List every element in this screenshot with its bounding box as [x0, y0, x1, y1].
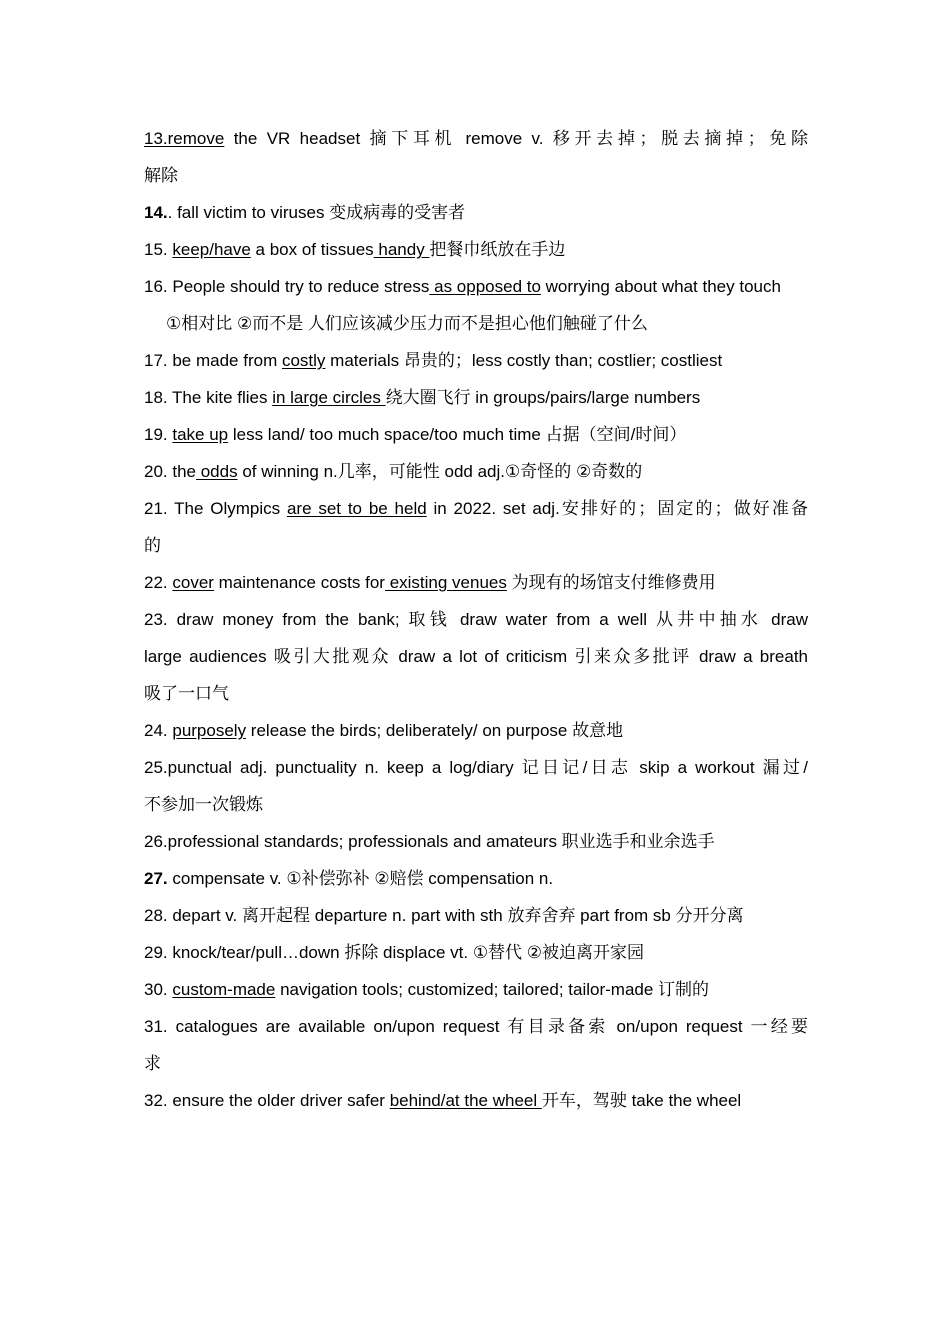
note-line: [144, 786, 808, 823]
underlined-phrase: costly: [281, 351, 326, 370]
text-run: . fall victim to viruses 变成病毒的受害者: [167, 203, 466, 222]
note-line: [144, 675, 808, 712]
text-run: 吸了一口气: [144, 684, 229, 703]
note-line: [144, 934, 808, 971]
note-line: [144, 712, 808, 749]
text-run: 18. The kite flies: [144, 388, 273, 407]
underlined-phrase: odds: [196, 462, 238, 481]
note-line: [144, 823, 808, 860]
underlined-phrase: are set to be held: [286, 499, 427, 518]
underlined-phrase: keep/have: [172, 240, 251, 259]
text-run: worrying about what they touch: [540, 277, 781, 296]
text-run: 20. the: [144, 462, 196, 481]
text-run: less land/ too much space/too much time 占据（空间/时间）: [228, 425, 687, 444]
text-run: 25.punctual adj. punctuality n. keep a log/diary 记日记/日志 skip a workout 漏过/: [144, 758, 808, 777]
text-run: 开车，驾驶 take the wheel: [541, 1091, 742, 1110]
text-run: 16. People should try to reduce stress: [144, 277, 430, 296]
note-line: [144, 194, 808, 231]
note-line: [144, 490, 808, 527]
item-number: 27.: [144, 869, 168, 888]
text-run: compensate v. ①补偿弥补 ②赔偿 compensation n.: [167, 869, 554, 888]
underlined-phrase: behind/at the wheel: [389, 1091, 542, 1110]
underlined-phrase: cover: [172, 573, 214, 592]
note-line: [144, 749, 808, 786]
text-run: 32. ensure the older driver safer: [144, 1091, 390, 1110]
text-run: maintenance costs for: [213, 573, 385, 592]
text-run: 17. be made from: [144, 351, 282, 370]
note-line: [144, 379, 808, 416]
note-line: [144, 564, 808, 601]
note-line: [144, 453, 808, 490]
note-line: [144, 416, 808, 453]
text-run: 29. knock/tear/pull…down 拆除 displace vt. ①替代 ②被迫离开家园: [144, 943, 645, 962]
text-run: 不参加一次锻炼: [144, 795, 263, 814]
text-run: 28. depart v. 离开起程 departure n. part with sth 放弃舍弃 part from sb 分开分离: [144, 906, 744, 925]
text-run: 23. draw money from the bank; 取钱 draw water from a well 从井中抽水 draw: [144, 610, 808, 629]
underlined-phrase: as opposed to: [429, 277, 541, 296]
text-run: 把餐巾纸放在手边: [429, 240, 566, 259]
text-run: materials 昂贵的；less costly than; costlier; costliest: [325, 351, 723, 370]
text-run: 19.: [144, 425, 173, 444]
note-line: [144, 231, 808, 268]
text-run: 31. catalogues are available on/upon request 有目录备索 on/upon request 一经要: [144, 1017, 808, 1036]
text-run: 的: [144, 536, 161, 555]
underlined-phrase: custom-made: [172, 980, 276, 999]
text-run: 解除: [144, 166, 178, 185]
text-run: 为现有的场馆支付维修费用: [506, 573, 716, 592]
text-run: in 2022. set adj.安排好的；固定的；做好准备: [426, 499, 808, 518]
note-line: [144, 157, 808, 194]
text-run: of winning n.几率，可能性 odd adj.①奇怪的 ②奇数的: [237, 462, 643, 481]
underlined-phrase: existing venues: [384, 573, 507, 592]
note-line: [144, 897, 808, 934]
note-line: [144, 120, 808, 157]
note-line: [144, 860, 808, 897]
text-run: 26.professional standards; professionals and amateurs 职业选手和业余选手: [144, 832, 715, 851]
note-line: [144, 1008, 808, 1045]
note-line: [144, 638, 808, 675]
text-run: 绕大圈飞行 in groups/pairs/large numbers: [385, 388, 701, 407]
vocabulary-notes: [144, 120, 808, 1119]
text-run: ①相对比 ②而不是 人们应该减少压力而不是担心他们触碰了什么: [166, 314, 648, 333]
text-run: the VR headset 摘下耳机 remove v. 移开去掉；脱去摘掉；免除: [224, 129, 808, 148]
underlined-phrase: purposely: [172, 721, 247, 740]
note-line: [144, 601, 808, 638]
text-run: release the birds; deliberately/ on purpose 故意地: [246, 721, 624, 740]
note-line: [144, 305, 808, 342]
note-line: [144, 268, 808, 305]
text-run: navigation tools; customized; tailored; tailor-made 订制的: [275, 980, 710, 999]
note-line: [144, 1045, 808, 1082]
text-run: 24.: [144, 721, 173, 740]
underlined-phrase: in large circles: [272, 388, 386, 407]
text-run: 22.: [144, 573, 173, 592]
underlined-phrase: 13.remove: [144, 129, 225, 148]
text-run: a box of tissues: [250, 240, 374, 259]
text-run: 30.: [144, 980, 173, 999]
text-run: 15.: [144, 240, 173, 259]
text-run: 21. The Olympics: [144, 499, 287, 518]
note-line: [144, 342, 808, 379]
note-line: [144, 971, 808, 1008]
underlined-phrase: handy: [373, 240, 430, 259]
text-run: large audiences 吸引大批观众 draw a lot of criticism 引来众多批评 draw a breath: [144, 647, 808, 666]
underlined-phrase: take up: [172, 425, 229, 444]
note-line: [144, 1082, 808, 1119]
item-number: 14.: [144, 203, 168, 222]
text-run: 求: [144, 1054, 161, 1073]
note-line: [144, 527, 808, 564]
